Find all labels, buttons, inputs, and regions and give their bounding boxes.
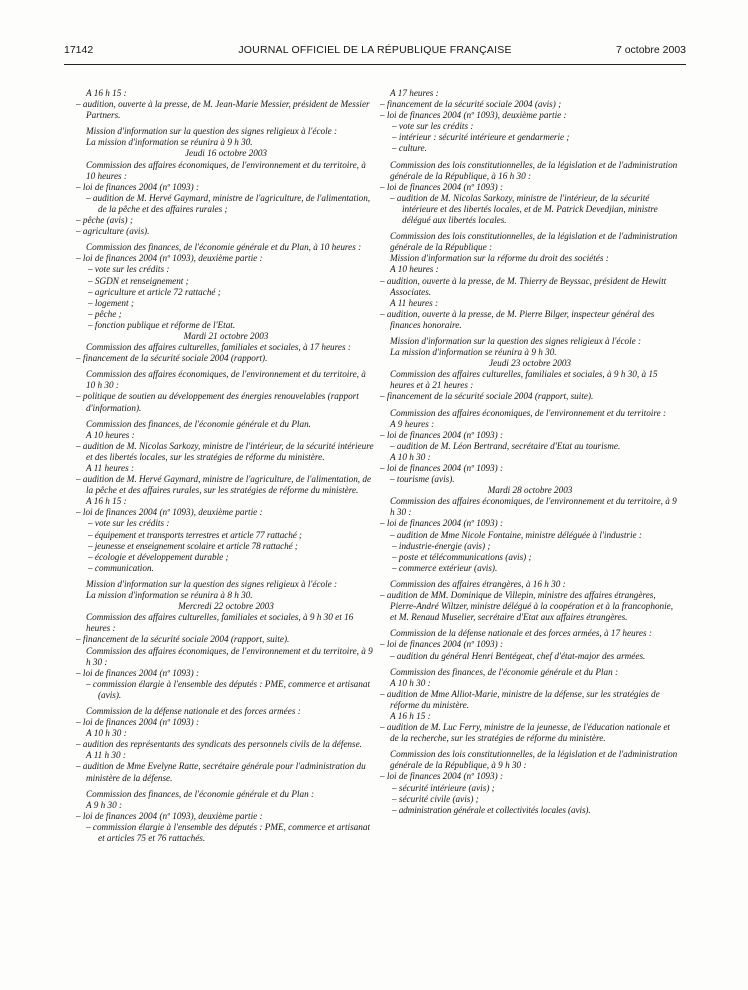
day-heading: Mardi 21 octobre 2003 xyxy=(183,330,269,341)
day-heading: Jeudi 23 octobre 2003 xyxy=(488,358,572,369)
agenda-item: – loi de finances 2004 (nº 1093) : xyxy=(76,181,200,192)
agenda-subitem: – sécurité civile (avis) ; xyxy=(392,793,479,804)
time-label: A 11 heures : xyxy=(390,297,439,308)
time-label: A 9 h 30 : xyxy=(86,799,123,810)
agenda-item: – audition de Mme Evelyne Ratte, secrétaire générale pour l'administration du ministère de la défense. xyxy=(76,761,366,783)
agenda-subitem: – jeunesse et enseignement scolaire et article 78 rattaché ; xyxy=(88,540,298,551)
time-label: A 10 h 30 : xyxy=(86,728,127,739)
committee-heading: Commission des affaires économiques, de l'environnement et du territoire, à 9 h 30 : xyxy=(86,645,373,667)
agenda-item: – audition de M. Nicolas Sarkozy, ministre de l'intérieur, de la sécurité intérieure et des libertés locales, sur les stratégies de réforme du ministère. xyxy=(76,440,374,462)
time-label: A 11 h 30 : xyxy=(86,750,126,761)
agenda-subitem: – équipement et transports terrestres et article 77 rattaché ; xyxy=(88,529,302,540)
committee-heading: Commission des affaires économiques, de l'environnement et du territoire : xyxy=(390,407,667,418)
agenda-item: – loi de finances 2004 (nº 1093) : xyxy=(380,771,504,782)
agenda-subitem: – audition de M. Léon Bertrand, secrétaire d'Etat au tourisme. xyxy=(390,440,621,451)
page-number: 17142 xyxy=(64,44,94,56)
committee-heading: Commission de la défense nationale et des forces armées, à 17 heures : xyxy=(390,628,652,639)
agenda-item: – pêche (avis) ; xyxy=(76,215,133,226)
day-heading: Jeudi 16 octobre 2003 xyxy=(184,148,268,159)
day-heading: Mercredi 22 octobre 2003 xyxy=(178,601,274,612)
time-label: A 10 heures : xyxy=(86,429,135,440)
time-label: A 10 h 30 : xyxy=(390,451,431,462)
agenda-subitem: – culture. xyxy=(392,143,427,154)
agenda-item: – agriculture (avis). xyxy=(76,226,150,237)
committee-heading: Commission des affaires culturelles, familiales et sociales, à 9 h 30, à 15 heures et à 21 heures : xyxy=(390,369,658,391)
agenda-item: – audition de M. Luc Ferry, ministre de la jeunesse, de l'éducation nationale et de la recherche, sur les stratégies de réforme du ministère. xyxy=(380,722,670,744)
left-column xyxy=(76,88,376,844)
committee-heading: Mission d'information sur la question des signes religieux à l'école : xyxy=(390,335,642,346)
agenda-subitem: – commerce extérieur (avis). xyxy=(392,562,498,573)
agenda-item: – loi de finances 2004 (nº 1093) : xyxy=(380,639,504,650)
committee-heading: Commission des affaires économiques, de l'environnement et du territoire, à 10 heures : xyxy=(86,159,366,181)
agenda-item: – loi de finances 2004 (nº 1093), deuxième partie : xyxy=(380,110,567,121)
agenda-item: – audition, ouverte à la presse, de M. Pierre Bilger, inspecteur général des finances honoraire. xyxy=(380,308,655,330)
agenda-item: – audition de MM. Dominique de Villepin, ministre des affaires étrangères, Pierre-André Wiltzer, ministre délégué à la coopération et à la francophonie, et M. Renaud Muselier, secrétaire d'Etat aux affaires étrangères. xyxy=(380,590,674,623)
agenda-item: – audition de M. Hervé Gaymard, ministre de l'agriculture, de l'alimentation, de la pêche et des affaires rurales, sur les stratégies de réforme du ministère. xyxy=(76,474,372,496)
committee-heading: Commission des affaires économiques, de l'environnement et du territoire, à 9 h 30 : xyxy=(390,496,677,518)
committee-heading: Commission des lois constitutionnelles, de la législation et de l'administration générale de la République, à 9 h 30 : xyxy=(390,749,678,771)
agenda-subitem: – SGDN et renseignement ; xyxy=(88,275,189,286)
agenda-subitem: – poste et télécommunications (avis) ; xyxy=(392,551,532,562)
committee-heading: Mission d'information sur la question des signes religieux à l'école : xyxy=(86,578,338,589)
committee-heading: Commission des finances, de l'économie générale et du Plan. xyxy=(86,418,311,429)
agenda-item: – loi de finances 2004 (nº 1093) : xyxy=(380,463,504,473)
agenda-item: – loi de finances 2004 (nº 1093) : xyxy=(380,181,504,192)
agenda-item: – financement de la sécurité sociale 2004 (rapport, suite). xyxy=(76,634,290,645)
committee-heading: Commission des affaires culturelles, familiales et sociales, à 9 h 30 et 16 heures : xyxy=(86,612,354,634)
agenda-item: – loi de finances 2004 (nº 1093) : xyxy=(380,429,504,440)
agenda-item: – loi de finances 2004 (nº 1093) : xyxy=(76,717,200,728)
agenda-subitem: – tourisme (avis). xyxy=(390,474,455,485)
agenda-subitem: – logement ; xyxy=(88,297,134,308)
committee-heading: Commission des lois constitutionnelles, de la législation et de l'administration générale de la République : xyxy=(390,231,678,253)
agenda-subitem: – intérieur : sécurité intérieure et gendarmerie ; xyxy=(392,132,570,143)
agenda-subitem: – écologie et développement durable ; xyxy=(88,551,229,562)
agenda-subitem: – fonction publique et réforme de l'Etat. xyxy=(88,319,236,330)
agenda-item: – loi de finances 2004 (nº 1093), deuxième partie : xyxy=(76,507,263,518)
committee-heading: Commission des lois constitutionnelles, de la législation et de l'administration générale de la République, à 16 h 30 : xyxy=(390,159,678,181)
time-label: A 17 heures : xyxy=(390,88,439,98)
committee-heading: Mission d'information sur la réforme du droit des sociétés : xyxy=(390,253,609,264)
committee-heading: Commission des finances, de l'économie générale et du Plan : xyxy=(86,788,315,799)
agenda-subitem: – audition de M. Nicolas Sarkozy, ministre de l'intérieur, de la sécurité intérieure et des libertés locales, et de M. Patrick Devedjian, ministre délégué aux libertés locales. xyxy=(390,192,658,226)
committee-heading: Commission des finances, de l'économie générale et du Plan : xyxy=(390,666,619,677)
committee-heading: Mission d'information sur la question des signes religieux à l'école : xyxy=(86,126,338,137)
agenda-item: – financement de la sécurité sociale 2004 (avis) ; xyxy=(380,99,562,110)
page-header xyxy=(64,44,686,65)
committee-heading: Commission de la défense nationale et des forces armées : xyxy=(86,705,301,716)
agenda-subitem: – sécurité intérieure (avis) ; xyxy=(392,782,495,793)
committee-heading: Commission des affaires étrangères, à 16 h 30 : xyxy=(390,578,566,589)
agenda-subitem: – audition de Mme Nicole Fontaine, ministre déléguée à l'industrie : xyxy=(390,529,642,540)
agenda-subitem: – vote sur les crédits : xyxy=(392,121,474,132)
time-label: A 16 h 15 : xyxy=(86,496,127,507)
agenda-item: – audition de Mme Alliot-Marie, ministre de la défense, sur les stratégies de réforme du ministère. xyxy=(380,688,660,710)
agenda-subitem: – vote sur les crédits : xyxy=(88,264,170,275)
right-column xyxy=(380,88,680,816)
time-label: A 10 heures : xyxy=(390,264,439,275)
agenda-note: La mission d'information se réunira à 9 h 30. xyxy=(86,137,253,148)
time-label: A 16 h 15 : xyxy=(86,88,127,98)
issue-date: 7 octobre 2003 xyxy=(615,44,686,56)
agenda-item: – financement de la sécurité sociale 2004 (rapport). xyxy=(76,353,268,364)
journal-title: JOURNAL OFFICIEL DE LA RÉPUBLIQUE FRANÇAISE xyxy=(238,44,512,56)
agenda-subitem: – pêche ; xyxy=(88,308,122,319)
agenda-item: – loi de finances 2004 (nº 1093) : xyxy=(76,667,200,678)
committee-heading: Commission des finances, de l'économie générale et du Plan, à 10 heures : xyxy=(86,242,362,253)
time-label: A 16 h 15 : xyxy=(390,710,431,721)
agenda-subitem: – vote sur les crédits : xyxy=(88,518,170,529)
agenda-subitem: – audition de M. Hervé Gaymard, ministre de l'agriculture, de l'alimentation, de la pêche et des affaires rurales ; xyxy=(86,192,371,214)
agenda-subitem: – commission élargie à l'ensemble des députés : PME, commerce et artisanat (avis). xyxy=(86,678,370,700)
agenda-subitem: – communication. xyxy=(88,562,154,573)
agenda-item: – audition des représentants des syndicats des personnels civils de la défense. xyxy=(76,739,362,750)
committee-heading: Commission des affaires économiques, de l'environnement et du territoire, à 10 h 30 : xyxy=(86,369,366,391)
agenda-item: – loi de finances 2004 (nº 1093), deuxième partie : xyxy=(76,810,263,821)
agenda-item: – audition, ouverte à la presse, de M. Jean-Marie Messier, président de Messier Partners. xyxy=(76,99,370,121)
time-label: A 9 heures : xyxy=(390,418,435,429)
agenda-item: – audition, ouverte à la presse, de M. Thierry de Beyssac, président de Hewitt Associates. xyxy=(380,275,667,297)
committee-heading: Commission des affaires culturelles, familiales et sociales, à 17 heures : xyxy=(86,342,351,353)
agenda-subitem: – commission élargie à l'ensemble des députés : PME, commerce et artisanat et articles 75 et 76 rattachés. xyxy=(86,821,370,843)
agenda-item: – loi de finances 2004 (nº 1093) : xyxy=(380,518,504,529)
agenda-subitem: – administration générale et collectivités locales (avis). xyxy=(392,804,591,815)
agenda-item: – politique de soutien au développement des énergies renouvelables (rapport d'information). xyxy=(76,391,359,413)
agenda-subitem: – audition du général Henri Bentégeat, chef d'état-major des armées. xyxy=(390,650,646,661)
agenda-note: La mission d'information se réunira à 8 h 30. xyxy=(86,590,253,601)
agenda-item: – financement de la sécurité sociale 2004 (rapport, suite). xyxy=(380,391,594,402)
time-label: A 11 heures : xyxy=(86,463,135,473)
agenda-note: La mission d'information se réunira à 9 h 30. xyxy=(390,347,557,358)
agenda-subitem: – industrie-énergie (avis) ; xyxy=(392,540,491,551)
time-label: A 10 h 30 : xyxy=(390,677,431,688)
day-heading: Mardi 28 octobre 2003 xyxy=(487,485,573,496)
agenda-item: – loi de finances 2004 (nº 1093), deuxième partie : xyxy=(76,253,263,264)
agenda-subitem: – agriculture et article 72 rattaché ; xyxy=(88,286,221,297)
